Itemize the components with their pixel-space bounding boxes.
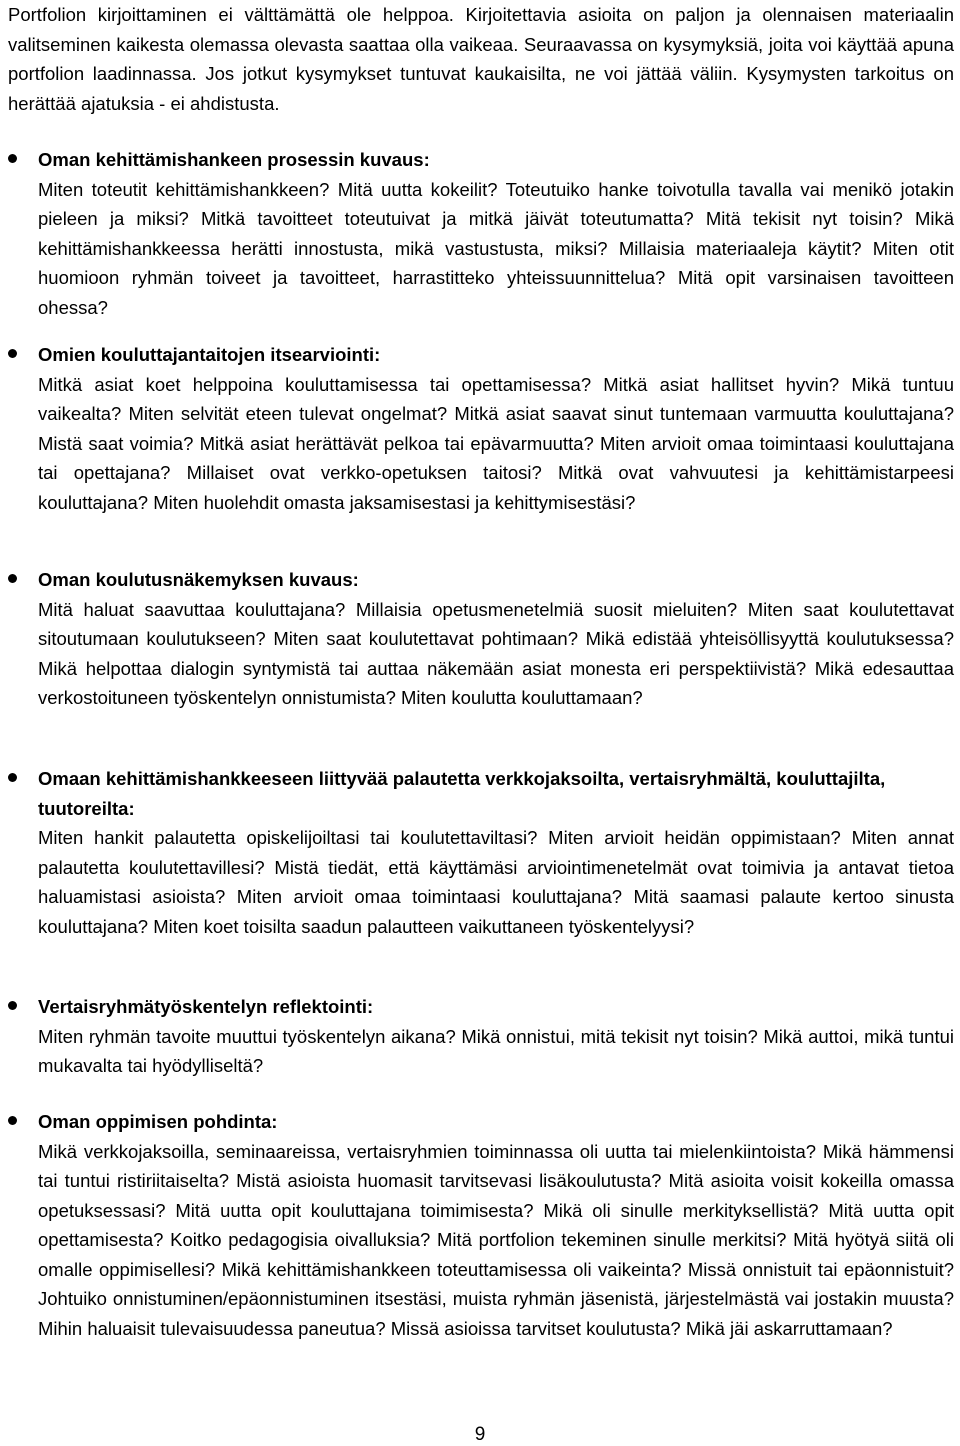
section-feedback [38, 764, 954, 941]
section-body: Miten hankit palautetta opiskelijoiltasi tai koulutettaviltasi? Miten arvioit heidän oppimistaan? Miten annat palautetta koulutettavillesi? Mistä tiedät, että käyttämäsi arviointimenetelmät ovat toimivia ja antavat tietoa haluamistasi asioista? Miten arvioit omaa toimintaasi kouluttajana? Mitä saamasi palaute kertoo sinusta kouluttajana? Miten koet toisilta saadun palautteen vaikuttaneen työskentelyysi? [38, 827, 954, 937]
section-training-view [38, 565, 954, 713]
section-process-description [38, 145, 954, 322]
page-number: 9 [474, 1424, 486, 1445]
bullet-icon [8, 1116, 17, 1125]
section-heading: Omien kouluttajantaitojen itsearviointi: [38, 344, 381, 365]
section-heading: Omaan kehittämishankkeeseen liittyvää palautetta verkkojaksoilta, vertaisryhmältä, kouluttajilta, tuutoreilta: [38, 768, 886, 819]
bullet-icon [8, 349, 17, 358]
section-self-assessment [38, 340, 954, 517]
section-peer-group-reflection [38, 992, 954, 1081]
bullet-icon [8, 773, 17, 782]
section-body: Mikä verkkojaksoilla, seminaareissa, vertaisryhmien toiminnassa oli uutta tai mielenkiintoista? Mikä hämmensi tai tuntui ristiriitaiselta? Mistä asioista huomasit tarvitsevasi lisäkoulutusta? Mitä asioita voisit kokeilla omassa opetuksessasi? Mitä uutta opit kouluttajana toimimisesta? Mikä oli sinulle merkityksellistä? Mitä uutta opit opettamisesta? Koitko pedagogisia oivalluksia? Mitä portfolion tekeminen sinulle merkitsi? Mitä hyötyä siitä oli omalle oppimisellesi? Mikä kehittämishankkeen toteuttamisessa oli vaikeinta? Missä onnistuit tai epäonnistuit? Johtuiko onnistuminen/epäonnistuminen itsestäsi, muista ryhmän jäsenistä, järjestelmästä vai jostakin muusta? Mihin haluaisit tulevaisuudessa paneutua? Missä asioissa tarvitset koulutusta? Mikä jäi askarruttamaan? [38, 1140, 954, 1339]
bullet-icon [8, 1001, 17, 1010]
section-own-learning [38, 1107, 954, 1343]
section-heading: Oman koulutusnäkemyksen kuvaus: [38, 569, 359, 590]
bullet-icon [8, 574, 17, 583]
section-body: Mitkä asiat koet helppoina kouluttamisessa tai opettamisessa? Mitkä asiat hallitset hyvin? Mikä tuntuu vaikealta? Miten selvität eteen tulevat ongelmat? Mitkä asiat saavat sinut tuntemaan varmuutta kouluttajana? Mistä saat voimia? Mitkä asiat herättävät pelkoa tai epävarmuutta? Miten arvioit omaa toimintaasi kouluttajana tai opettajana? Millaiset ovat verkko-opetuksen taitosi? Mitkä ovat vahvuutesi ja kehittämistarpeesi kouluttajana? Miten huolehdit omasta jaksamisestasi ja kehittymisestäsi? [38, 373, 954, 513]
section-heading: Vertaisryhmätyöskentelyn reflektointi: [38, 996, 374, 1017]
intro-paragraph: Portfolion kirjoittaminen ei välttämättä ole helppoa. Kirjoitettavia asioita on paljon ja olennaisen materiaalin valitseminen kaikesta olemassa olevasta saattaa olla vaikeaa. Seuraavassa on kysymyksiä, joita voi käyttää apuna portfolion laadinnassa. Jos jotkut kysymykset tuntuvat kaukaisilta, ne voi jättää väliin. Kysymysten tarkoitus on herättää ajatuksia - ei ahdistusta. [8, 4, 954, 114]
section-body: Miten ryhmän tavoite muuttui työskentelyn aikana? Mikä onnistui, mitä tekisit nyt toisin? Mikä auttoi, mikä tuntui mukavalta tai hyödylliseltä? [38, 1025, 954, 1076]
section-body: Mitä haluat saavuttaa kouluttajana? Millaisia opetusmenetelmiä suosit mieluiten? Miten saat koulutettavat sitoutumaan koulutukseen? Miten saat koulutettavat pohtimaan? Mikä edistää yhteisöllisyyttä koulutuksessa? Mikä helpottaa dialogin syntymistä tai auttaa näkemään asiat monesta eri perspektiivistä? Mikä edesauttaa verkostoituneen työskentelyn onnistumista? Miten koulutta kouluttamaan? [38, 598, 954, 708]
section-heading: Oman kehittämishankeen prosessin kuvaus: [38, 149, 430, 170]
section-body: Miten toteutit kehittämishankkeen? Mitä uutta kokeilit? Toteutuiko hanke toivotulla tavalla vai menikö jotakin pieleen ja miksi? Mitkä tavoitteet toteutuivat ja mitkä jäivät toteutumatta? Mitä tekisit nyt toisin? Mikä kehittämishankkeessa herätti innostusta, mikä vastustusta, miksi? Millaisia materiaaleja käytit? Miten otit huomioon ryhmän toiveet ja tavoitteet, harrastitteko yhteissuunnittelua? Mitä opit varsinaisen tavoitteen ohessa? [38, 178, 954, 318]
section-heading: Oman oppimisen pohdinta: [38, 1111, 278, 1132]
bullet-icon [8, 154, 17, 163]
